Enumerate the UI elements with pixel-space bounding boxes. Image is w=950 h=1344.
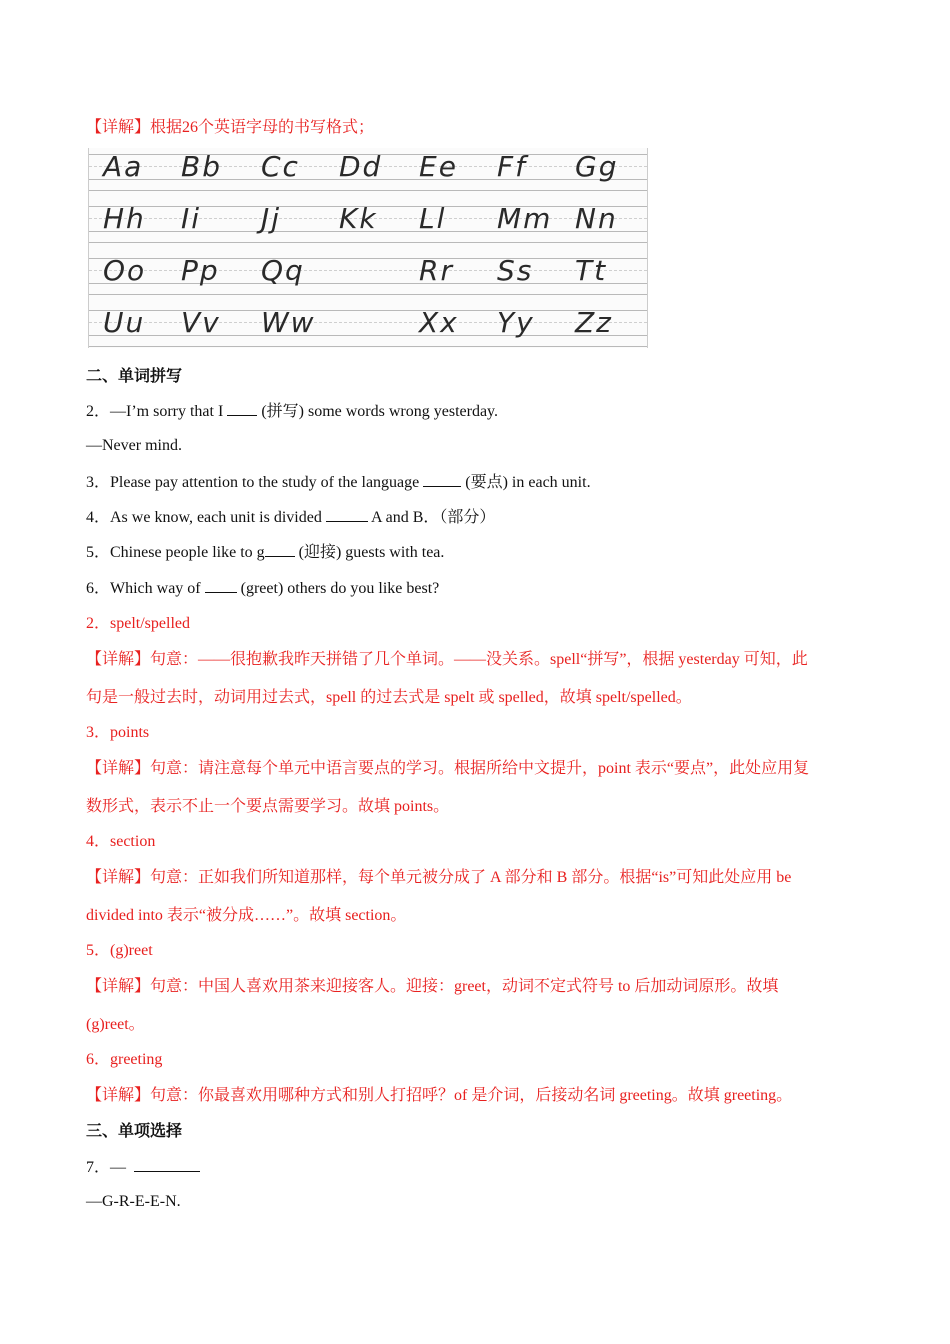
letter-pair: Cc xyxy=(261,150,300,183)
answer-blank xyxy=(326,507,368,522)
answer-detail: 【详解】句意：中国人喜欢用茶来迎接客人。迎接：greet，动词不定式符号 to 后加动词原形。故填 xyxy=(86,978,779,995)
detail-label: 【详解】 xyxy=(86,119,151,136)
letter-pair: Uu xyxy=(103,306,146,339)
letter-pair: Bb xyxy=(181,150,222,183)
answer-blank xyxy=(423,472,461,487)
question-text: (要点) in each unit. xyxy=(465,474,591,491)
letter-pair: Qq xyxy=(261,254,305,287)
question-2 xyxy=(86,401,498,422)
answer-blank xyxy=(134,1157,200,1172)
answer-blank xyxy=(205,578,237,593)
letter-pair: Ss xyxy=(497,254,534,287)
answer-6: 6．greeting xyxy=(86,1051,163,1068)
answer-detail: 数形式，表示不止一个要点需要学习。故填 points。 xyxy=(86,798,450,815)
intro-line xyxy=(86,118,374,138)
letter-pair: Ll xyxy=(419,202,447,235)
answer-3: 3．points xyxy=(86,724,150,741)
question-5 xyxy=(86,542,444,563)
question-text: (greet) others do you like best? xyxy=(240,580,440,597)
answer-detail: 【详解】句意：你最喜欢用哪种方式和别人打招呼？of 是介词，后接动名词 greeting。故填 greeting。 xyxy=(86,1087,793,1104)
answer-4: 4．section xyxy=(86,833,156,850)
question-text: 6．Which way of xyxy=(86,580,201,597)
question-text: (拼写) some words wrong yesterday. xyxy=(261,403,499,420)
answer-detail: divided into 表示“被分成……”。故填 section。 xyxy=(86,907,407,924)
letter-pair: Zz xyxy=(575,306,613,339)
alphabet-writing-chart xyxy=(88,148,648,348)
letter-pair: Xx xyxy=(419,306,459,339)
question-2-reply: —Never mind. xyxy=(86,437,182,454)
answer-detail: 句是一般过去时，动词用过去式，spell 的过去式是 spelt 或 spelled，故填 spelt/spelled。 xyxy=(86,689,692,706)
letter-pair: Yy xyxy=(497,306,535,339)
letter-pair: Pp xyxy=(181,254,220,287)
question-7 xyxy=(86,1157,200,1178)
letter-pair: Vv xyxy=(181,306,221,339)
question-text: 4．As we know, each unit is divided xyxy=(86,509,322,526)
question-text: 5．Chinese people like to g xyxy=(86,544,265,561)
letter-pair: Dd xyxy=(339,150,383,183)
question-text: (迎接) guests with tea. xyxy=(298,544,445,561)
answer-blank xyxy=(265,542,295,557)
question-4 xyxy=(86,507,495,528)
question-6 xyxy=(86,578,439,599)
answer-detail: 【详解】句意：正如我们所知道那样，每个单元被分成了 A 部分和 B 部分。根据“is”可知此处应用 be xyxy=(86,869,792,886)
letter-pair: Ww xyxy=(261,306,316,339)
answer-blank xyxy=(227,401,257,416)
answer-2: 2．spelt/spelled xyxy=(86,615,190,632)
letter-pair: Rr xyxy=(419,254,454,287)
question-7-reply: —G-R-E-E-N. xyxy=(86,1193,181,1210)
answer-5: 5．(g)reet xyxy=(86,942,153,959)
letter-pair: Mm xyxy=(497,202,553,235)
section-title: 三、单项选择 xyxy=(86,1123,183,1140)
letter-pair: Jj xyxy=(261,202,282,235)
question-3 xyxy=(86,472,591,493)
answer-detail: 【详解】句意：请注意每个单元中语言要点的学习。根据所给中文提升，point 表示“要点”，此处应用复 xyxy=(86,760,810,777)
question-text: A and B．（部分） xyxy=(370,509,496,526)
letter-pair: Nn xyxy=(575,202,618,235)
letter-pair: Ii xyxy=(181,202,202,235)
letter-pair: Ff xyxy=(497,150,527,183)
question-text: 2．—I’m sorry that I xyxy=(86,403,224,420)
letter-pair: Hh xyxy=(103,202,146,235)
answer-detail: (g)reet。 xyxy=(86,1016,145,1033)
question-text: 7．— xyxy=(86,1159,127,1176)
letter-pair: Gg xyxy=(575,150,619,183)
intro-text: 根据26个英语字母的书写格式； xyxy=(150,119,375,136)
question-text: 3．Please pay attention to the study of the language xyxy=(86,474,420,491)
answer-detail: 【详解】句意：——很抱歉我昨天拼错了几个单词。——没关系。spell“拼写”，根据 yesterday 可知，此 xyxy=(86,651,808,668)
letter-pair: Oo xyxy=(103,254,147,287)
letter-pair: Tt xyxy=(575,254,608,287)
letter-pair: Ee xyxy=(419,150,458,183)
letter-pair: Kk xyxy=(339,202,378,235)
letter-pair: Aa xyxy=(103,150,144,183)
section-title: 二、单词拼写 xyxy=(86,368,183,385)
